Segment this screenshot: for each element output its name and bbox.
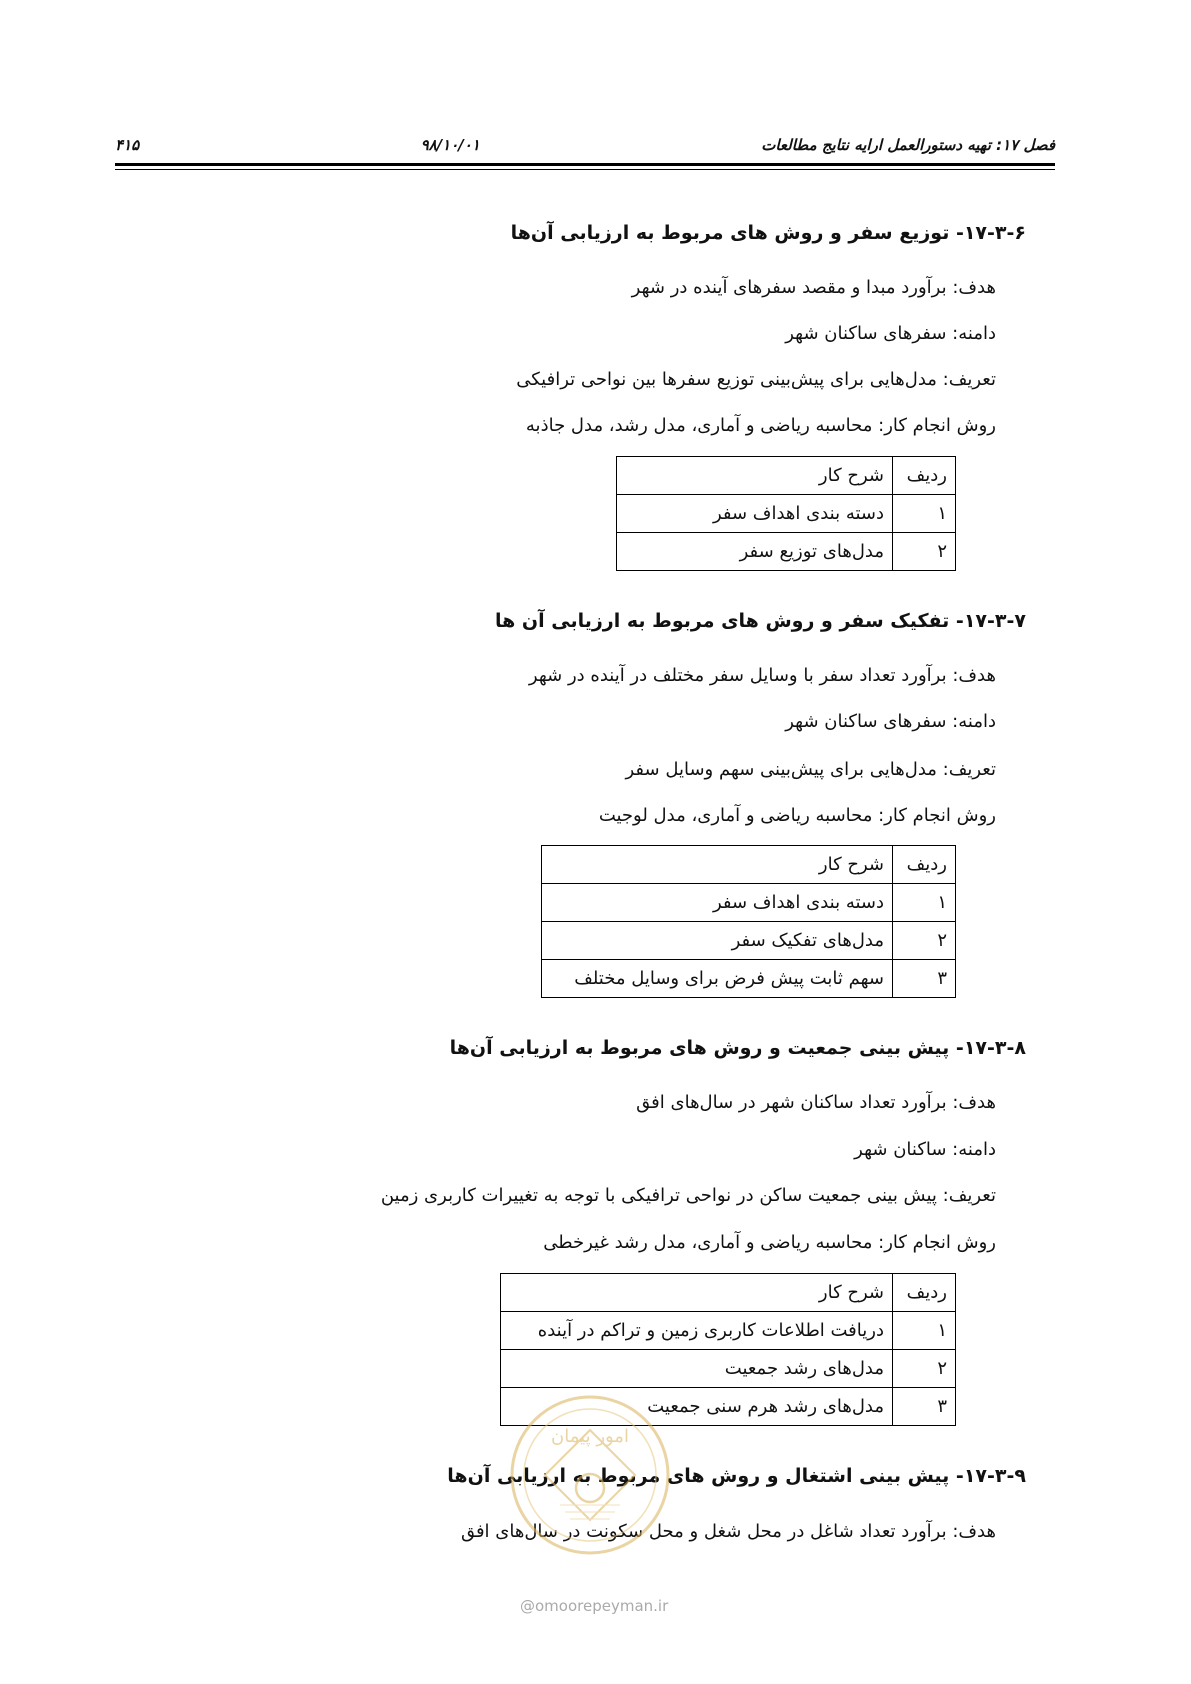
row-index: ۱ <box>893 884 956 922</box>
table-header-row <box>542 846 956 884</box>
column-header-index: ردیف <box>893 846 956 884</box>
chapter-title: فصل ۱۷: تهیه دستورالعمل ارایه نتایج مطالعات <box>761 136 1055 154</box>
column-header-description: شرح کار <box>501 1274 893 1312</box>
row-description: مدل‌های توزیع سفر <box>617 533 893 571</box>
watermark-text: امور پیمان <box>551 1426 629 1447</box>
table-header-row <box>501 1274 956 1312</box>
section-goal: هدف: برآورد تعداد ساکنان شهر در سال‌های افق <box>636 1092 996 1113</box>
row-index: ۱ <box>893 1312 956 1350</box>
page-number: ۴۱۵ <box>115 136 140 154</box>
row-description: دریافت اطلاعات کاربری زمین و تراکم در آینده <box>501 1312 893 1350</box>
column-header-description: شرح کار <box>542 846 893 884</box>
table-row <box>617 495 956 533</box>
row-index: ۲ <box>893 1350 956 1388</box>
task-table <box>541 845 956 998</box>
column-header-index: ردیف <box>893 457 956 495</box>
section-definition: تعریف: مدل‌هایی برای پیش‌بینی سهم وسایل سفر <box>625 759 996 780</box>
section-goal: هدف: برآورد مبدا و مقصد سفرهای آینده در شهر <box>631 277 996 298</box>
row-index: ۲ <box>893 922 956 960</box>
table-row <box>501 1312 956 1350</box>
header-date: ۹۸/۱۰/۰۱ <box>420 136 480 154</box>
row-index: ۳ <box>893 1388 956 1426</box>
header-rule-thin <box>115 169 1055 170</box>
row-description: دسته بندی اهداف سفر <box>542 884 893 922</box>
section-definition: تعریف: پیش بینی جمعیت ساکن در نواحی ترافیکی با توجه به تغییرات کاربری زمین <box>380 1185 996 1206</box>
section-title: ۱۷-۳-۸- پیش بینی جمعیت و روش های مربوط به ارزیابی آن‌ها <box>449 1037 1026 1059</box>
row-index: ۳ <box>893 960 956 998</box>
section-scope: دامنه: ساکنان شهر <box>854 1139 996 1160</box>
table-header-row <box>617 457 956 495</box>
section-goal: هدف: برآورد تعداد شاغل در محل شغل و محل سکونت در سال‌های افق <box>460 1521 996 1542</box>
row-description: سهم ثابت پیش فرض برای وسایل مختلف <box>542 960 893 998</box>
task-table <box>616 456 956 571</box>
row-description: مدل‌های تفکیک سفر <box>542 922 893 960</box>
table-row <box>542 960 956 998</box>
section-title: ۱۷-۳-۹- پیش بینی اشتغال و روش های مربوط به ارزیابی آن‌ها <box>447 1465 1026 1487</box>
watermark-logo <box>505 1390 675 1560</box>
section-method: روش انجام کار: محاسبه ریاضی و آماری، مدل رشد غیرخطی <box>543 1232 996 1253</box>
section-method: روش انجام کار: محاسبه ریاضی و آماری، مدل رشد، مدل جاذبه <box>525 415 996 436</box>
section-goal: هدف: برآورد تعداد سفر با وسایل سفر مختلف در آینده در شهر <box>528 665 996 686</box>
section-title: ۱۷-۳-۶- توزیع سفر و روش های مربوط به ارزیابی آن‌ها <box>510 222 1026 244</box>
table-row <box>542 922 956 960</box>
column-header-description: شرح کار <box>617 457 893 495</box>
section-title: ۱۷-۳-۷- تفکیک سفر و روش های مربوط به ارزیابی آن ها <box>494 610 1026 632</box>
section-definition: تعریف: مدل‌هایی برای پیش‌بینی توزیع سفرها بین نواحی ترافیکی <box>516 369 996 390</box>
row-index: ۱ <box>893 495 956 533</box>
table-row <box>501 1350 956 1388</box>
page-header <box>115 132 1055 158</box>
column-header-index: ردیف <box>893 1274 956 1312</box>
row-description: دسته بندی اهداف سفر <box>617 495 893 533</box>
row-description: مدل‌های رشد هرم سنی جمعیت <box>501 1388 893 1426</box>
watermark-url: @omoorepeyman.ir <box>520 1597 669 1615</box>
row-index: ۲ <box>893 533 956 571</box>
row-description: مدل‌های رشد جمعیت <box>501 1350 893 1388</box>
header-rule-thick <box>115 163 1055 166</box>
section-method: روش انجام کار: محاسبه ریاضی و آماری، مدل لوجیت <box>598 805 996 826</box>
table-row <box>542 884 956 922</box>
table-row <box>617 533 956 571</box>
section-scope: دامنه: سفرهای ساکنان شهر <box>785 323 996 344</box>
section-scope: دامنه: سفرهای ساکنان شهر <box>785 711 996 732</box>
